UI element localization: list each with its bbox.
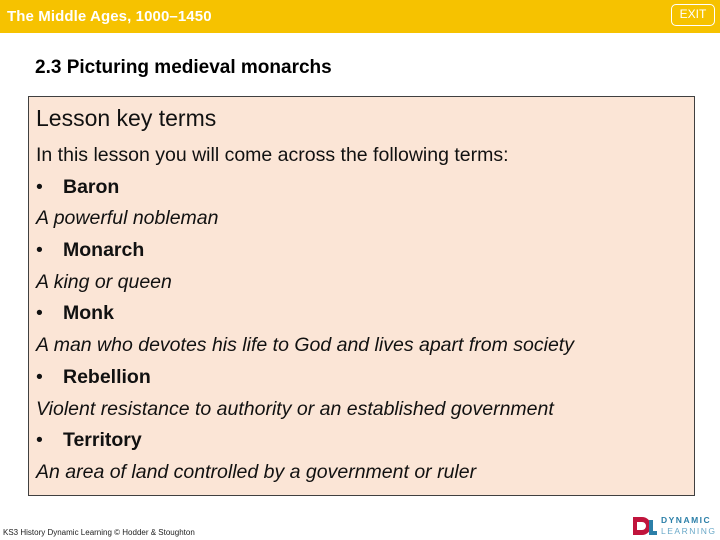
term-definition: A man who devotes his life to God and lives apart from society [36, 334, 574, 357]
course-title: The Middle Ages, 1000–1450 [7, 8, 212, 25]
term-definition: Violent resistance to authority or an established government [36, 397, 554, 420]
term-item [36, 235, 688, 267]
term-label: Territory [63, 429, 142, 452]
term-label: Rebellion [63, 365, 151, 388]
term-item [36, 425, 688, 457]
lesson-title: 2.3 Picturing medieval monarchs [35, 57, 332, 78]
term-label: Monk [63, 302, 114, 325]
term-definition: An area of land controlled by a government or ruler [36, 460, 477, 483]
dynamic-learning-logo [632, 514, 716, 538]
term-label: Monarch [63, 239, 145, 262]
bullet-icon: • [36, 239, 43, 262]
key-terms-heading: Lesson key terms [36, 105, 217, 131]
term-item [36, 172, 688, 204]
key-terms-box [28, 96, 695, 496]
term-definition: A king or queen [36, 270, 172, 293]
title-bar [0, 0, 720, 33]
bullet-icon: • [36, 175, 43, 198]
bullet-icon: • [36, 429, 43, 452]
term-label: Baron [63, 175, 120, 198]
bullet-icon: • [36, 302, 43, 325]
logo-wordmark-line2: LEARNING [661, 526, 717, 536]
term-definition: A powerful nobleman [36, 207, 219, 230]
term-item [36, 298, 688, 330]
logo-wordmark: DYNAMIC [661, 515, 712, 525]
exit-button[interactable]: EXIT [671, 4, 715, 26]
copyright-footer: KS3 History Dynamic Learning © Hodder & Stoughton [3, 528, 195, 537]
term-item [36, 362, 688, 394]
bullet-icon: • [36, 365, 43, 388]
dl-logo-icon [632, 514, 658, 538]
key-terms-intro: In this lesson you will come across the following terms: [36, 144, 509, 166]
key-terms-list [36, 140, 688, 489]
